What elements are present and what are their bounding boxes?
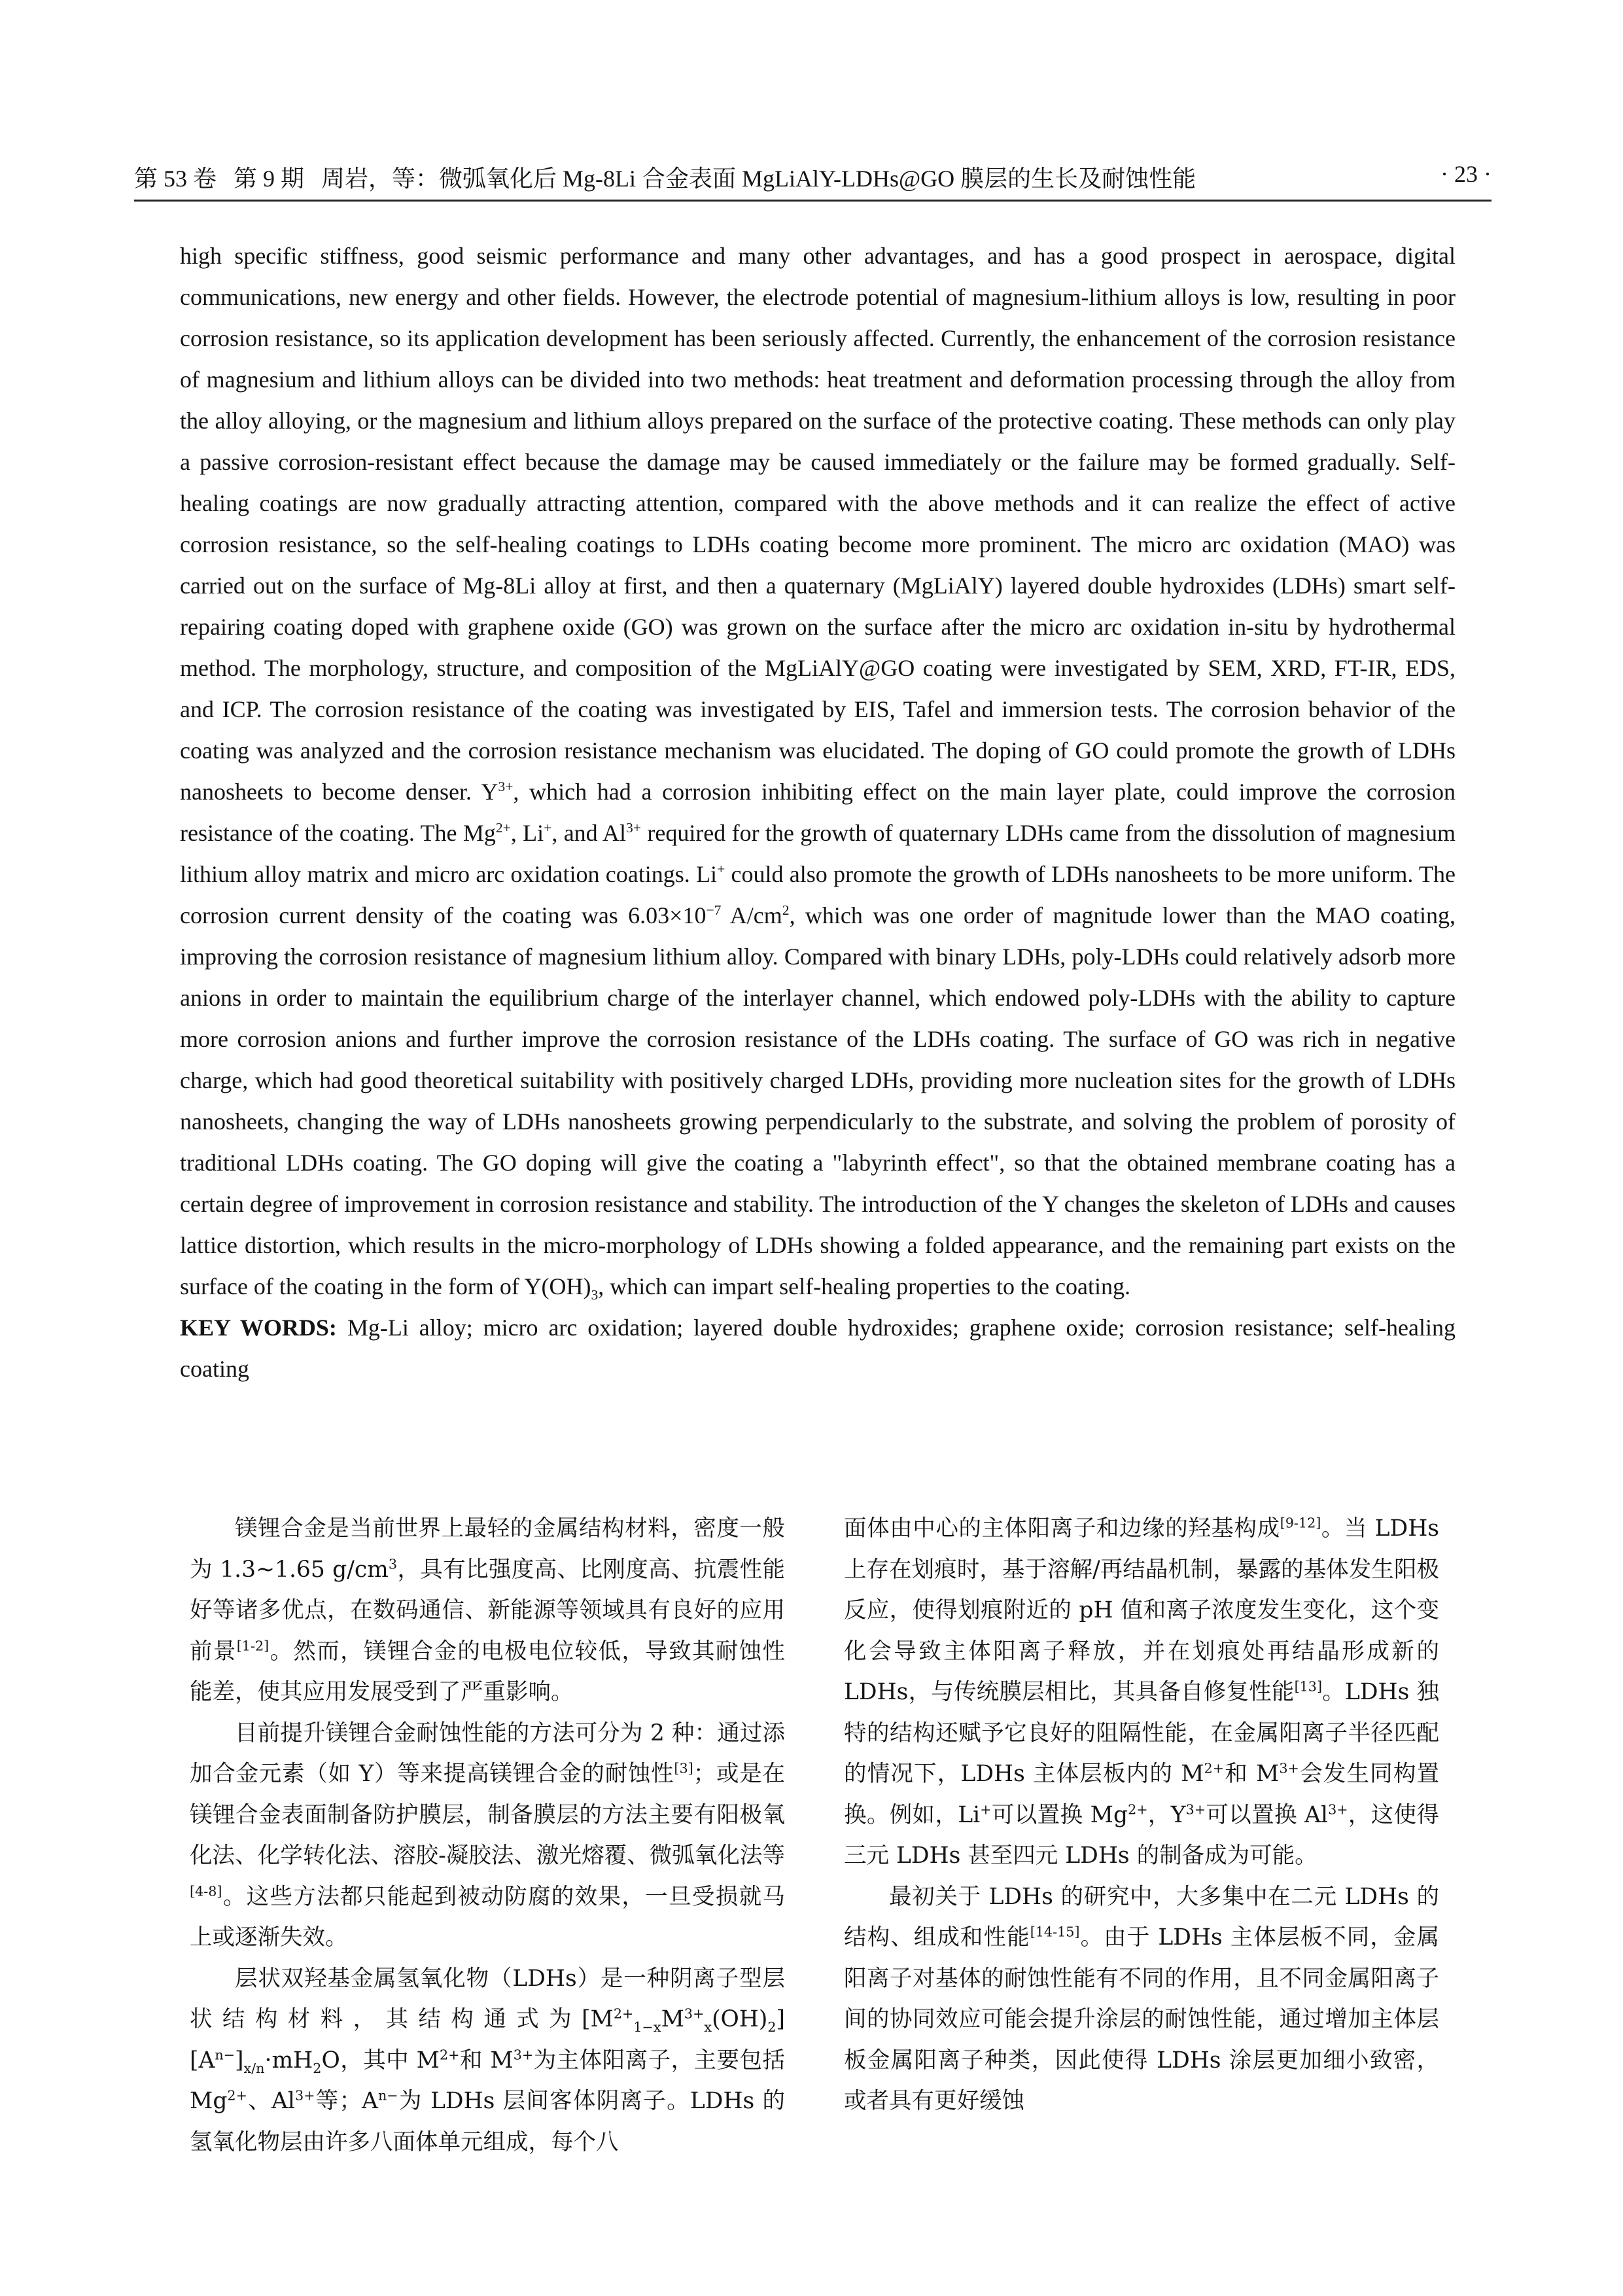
paragraph-3: 层状双羟基金属氢氧化物（LDHs）是一种阴离子型层状结构材料，其结构通式为$[M^{2+}_{1-x}M^{3+}_x(OH)_2][A^{n-}]_{x/n}\cdot mH_2O$，其中 $M^{2+}$和 $M^{3+}$为主体阳离子，主要包括 $Mg^{2+}$、$Al^{3+}$等；$A^{n-}$为 LDHs 层间客体阴离子。LDHs 的氢氧化物层由许多八面体单元组成，每个八 — [190, 1965, 786, 2155]
page-number: · 23 · — [1440, 161, 1492, 187]
abstract-body: high specific stiffness, good seismic performance and many other advantages, and has a good prospect in aerospace, digital communications, new energy and other fields. However, the electrode potential of magnesium-lithium alloys is low, resulting in poor corrosion resistance, so its application development has been seriously affected. Currently, the enhancement of the corrosion resistance of magnesium and lithium alloys can be divided into two methods: heat treatment and deformation processing through the alloy from the alloy alloying, or the magnesium and lithium alloys prepared on the surface of the protective coating. These methods can only play a passive corrosion-resistant effect because the damage may be caused immediately or the failure may be formed gradually. Self-healing coatings are now gradually attracting attention, compared with the above methods and it can realize the effect of active corrosion resistance, so the self-healing coatings to LDHs coating become more prominent. The micro arc oxidation (MAO) was carried out on the surface of Mg-8Li alloy at first, and then a quaternary (MgLiAlY) layered double hydroxides (LDHs) smart self-repairing coating doped with graphene oxide (GO) was grown on the surface after the micro arc oxidation in-situ by hydrothermal method. The morphology, structure, and composition of the MgLiAlY@GO coating were investigated by SEM, XRD, FT-IR, EDS, and ICP. The corrosion resistance of the coating was investigated by EIS, Tafel and immersion tests. The corrosion behavior of the coating was analyzed and the corrosion resistance mechanism was elucidated. The doping of GO could promote the growth of LDHs nanosheets to become denser. $Y^{3+}$, which had a corrosion inhibiting effect on the main layer plate, could improve the corrosion resistance of the coating. The $Mg^{2+}$, Li+, and $Al^{3+}$ required for the growth of quaternary LDHs came from the dissolution of magnesium lithium alloy matrix and micro arc oxidation coatings. Li+ could also promote the growth of LDHs nanosheets to be more uniform. The corrosion current density of the coating was $6.03\times 10^{-7}$ $A/cm^2$, which was one order of magnitude lower than the MAO coating, improving the corrosion resistance of magnesium lithium alloy. Compared with binary LDHs, poly-LDHs could relatively adsorb more anions in order to maintain the equilibrium charge of the interlayer channel, which endowed poly-LDHs with the ability to capture more corrosion anions and further improve the corrosion resistance of the LDHs coating. The surface of GO was rich in negative charge, which had good theoretical suitability with positively charged LDHs, providing more nucleation sites for the growth of LDHs nanosheets, changing the way of LDHs nanosheets growing perpendicularly to the substrate, and solving the problem of porosity of traditional LDHs coating. The GO doping will give the coating a "labyrinth effect", so that the obtained membrane coating has a certain degree of improvement in corrosion resistance and stability. The introduction of the Y changes the skeleton of LDHs and causes lattice distortion, which results in the micro-morphology of LDHs showing a folded appearance, and the remaining part exists on the surface of the coating in the form of $Y(OH)_3$, which can impart self-healing properties to the coating. — [180, 243, 1456, 1303]
body-column-left — [190, 1508, 785, 2163]
citation: [1-2] — [236, 1638, 270, 1653]
article-running-title: 周岩，等：微弧氧化后 Mg-8Li 合金表面 MgLiAlY-LDHs@GO 膜层的生长及耐蚀性能 — [321, 166, 1196, 192]
header-left — [134, 160, 1213, 194]
paragraph-3-continued: 面体由中心的主体阳离子和边缘的羟基构成[9-12]。当 LDHs 上存在划痕时，基于溶解/再结晶机制，暴露的基体发生阳极反应，使得划痕附近的 pH 值和离子浓度发生变化，这个变化会导致主体阳离子释放，并在划痕处再结晶形成新的 LDHs，与传统膜层相比，其具备自修复性能[13]。LDHs 独特的结构还赋予它良好的阻隔性能，在金属阳离子半径匹配的情况下，LDHs 主体层板内的 $M^{2+}$和 $M^{3+}$会发生同构置换。例如，Li+可以置换 $Mg^{2+}$，$Y^{3+}$可以置换 $Al^{3+}$，这使得三元 LDHs 甚至四元 LDHs 的制备成为可能。 — [844, 1515, 1440, 1869]
citation: [14-15] — [1030, 1924, 1080, 1940]
key-words-label: KEY WORDS: — [180, 1315, 337, 1341]
paragraph-4: 最初关于 LDHs 的研究中，大多集中在二元 LDHs 的结构、组成和性能[14-15]。由于 LDHs 主体层板不同，金属阳离子对基体的耐蚀性能有不同的作用，且不同金属阳离子间的协同效应可能会提升涂层的耐蚀性能，通过增加主体层板金属阳离子种类，因此使得 LDHs 涂层更加细小致密，或者具有更好缓蚀 — [844, 1883, 1440, 2114]
header-rule — [134, 200, 1492, 202]
volume-label: 第 53 卷 — [134, 166, 217, 192]
running-header — [134, 160, 1492, 200]
english-abstract — [180, 236, 1456, 1390]
citation: [4-8] — [190, 1883, 222, 1899]
paragraph-1: 镁锂合金是当前世界上最轻的金属结构材料，密度一般为 1.3~1.65 $g/cm^3$，具有比强度高、比刚度高、抗震性能好等诸多优点，在数码通信、新能源等领域具有良好的应用前景[1-2]。然而，镁锂合金的电极电位较低，导致其耐蚀性能差，使其应用发展受到了严重影响。 — [190, 1515, 786, 1705]
citation: [13] — [1294, 1678, 1323, 1695]
key-words-text: Mg-Li alloy; micro arc oxidation; layered double hydroxides; graphene oxide; corrosion resistance; self-healing coating — [180, 1315, 1456, 1382]
paragraph-2: 目前提升镁锂合金耐蚀性能的方法可分为 2 种：通过添加合金元素（如 Y）等来提高镁锂合金的耐蚀性[3]；或是在镁锂合金表面制备防护膜层，制备膜层的方法主要有阳极氧化法、化学转化法、溶胶-凝胶法、激光熔覆、微弧氧化法等[4-8]。这些方法都只能起到被动防腐的效果，一旦受损就马上或逐渐失效。 — [190, 1720, 785, 1951]
body-column-right — [844, 1508, 1439, 2122]
key-words — [180, 1307, 1456, 1390]
citation: [9-12] — [1280, 1515, 1321, 1531]
citation: [3] — [674, 1760, 693, 1776]
issue-label: 第 9 期 — [234, 166, 305, 192]
